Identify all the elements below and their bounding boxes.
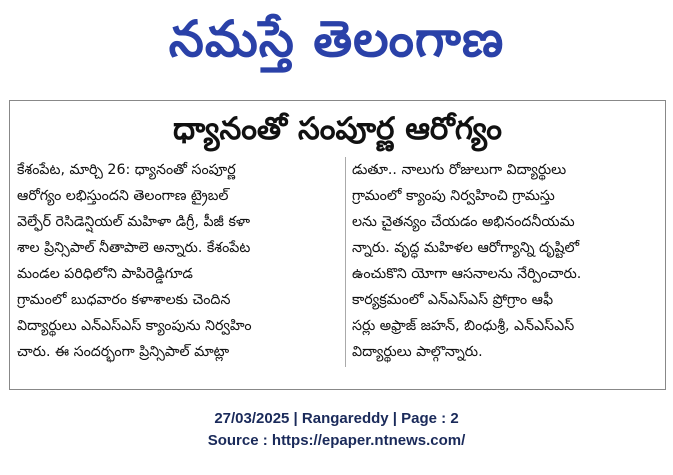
article-line: మండల పరిధిలోని పాపిరెడ్డిగూడ	[17, 266, 193, 282]
masthead	[0, 0, 673, 82]
article-line: ఆరోగ్యం లభిస్తుందని తెలంగాణ ట్రైబల్	[17, 188, 229, 204]
article-line: న్నారు. వృద్ధ మహిళల ఆరోగ్యాన్ని దృష్టిలో	[352, 240, 580, 256]
article-line: శాల ప్రిన్సిపాల్ నీతాపాలె అన్నారు. కేశంపేట	[17, 240, 251, 256]
newspaper-title: నమస్తే తెలంగాణ	[168, 10, 505, 68]
article-line: ఉంచుకొని యోగా ఆసనాలను నేర్పించారు.	[352, 266, 582, 282]
article-line: లను చైతన్యం చేయడం అభినందనీయమ	[352, 214, 575, 230]
source-link[interactable]: Source : https://epaper.ntnews.com/	[207, 432, 466, 449]
article-line: విద్యార్థులు పాల్గొన్నారు.	[352, 344, 483, 360]
article-clip	[9, 100, 666, 390]
article-line: గ్రామంలో క్యాంపు నిర్వహించి గ్రామస్తు	[352, 188, 555, 204]
edition-info: 27/03/2025 | Rangareddy | Page : 2	[214, 410, 459, 427]
clip-footer	[0, 408, 673, 452]
article-line: గ్రామంలో బుధవారం కళాశాలకు చెందిన	[17, 292, 231, 308]
article-line: వెల్ఫేర్ రెసిడెన్షియల్ మహిళా డిగ్రీ, పీజీ కళా	[17, 214, 251, 230]
column-divider	[345, 157, 346, 367]
article-line: సర్లు అఫ్రాజ్ జహన్, బింధుశ్రీ, ఎన్ఎస్ఎస్	[352, 318, 575, 334]
article-headline: ధ్యానంతో సంపూర్ణ ఆరోగ్యం	[173, 111, 502, 147]
article-line: కార్యక్రమంలో ఎన్ఎస్ఎస్ ప్రోగ్రాం ఆఫీ	[352, 292, 554, 308]
article-column-right	[352, 157, 660, 365]
article-line: విద్యార్థులు ఎన్ఎస్ఎస్ క్యాంపును నిర్వహిం	[17, 318, 252, 334]
article-line: చారు. ఈ సందర్భంగా ప్రిన్సిపాల్ మాట్లా	[17, 344, 230, 360]
article-column-left	[17, 157, 339, 365]
article-line: డుతూ.. నాలుగు రోజులుగా విద్యార్థులు	[352, 162, 567, 178]
article-line: కేశంపేట, మార్చి 26: ధ్యానంతో సంపూర్ణ	[17, 162, 236, 178]
